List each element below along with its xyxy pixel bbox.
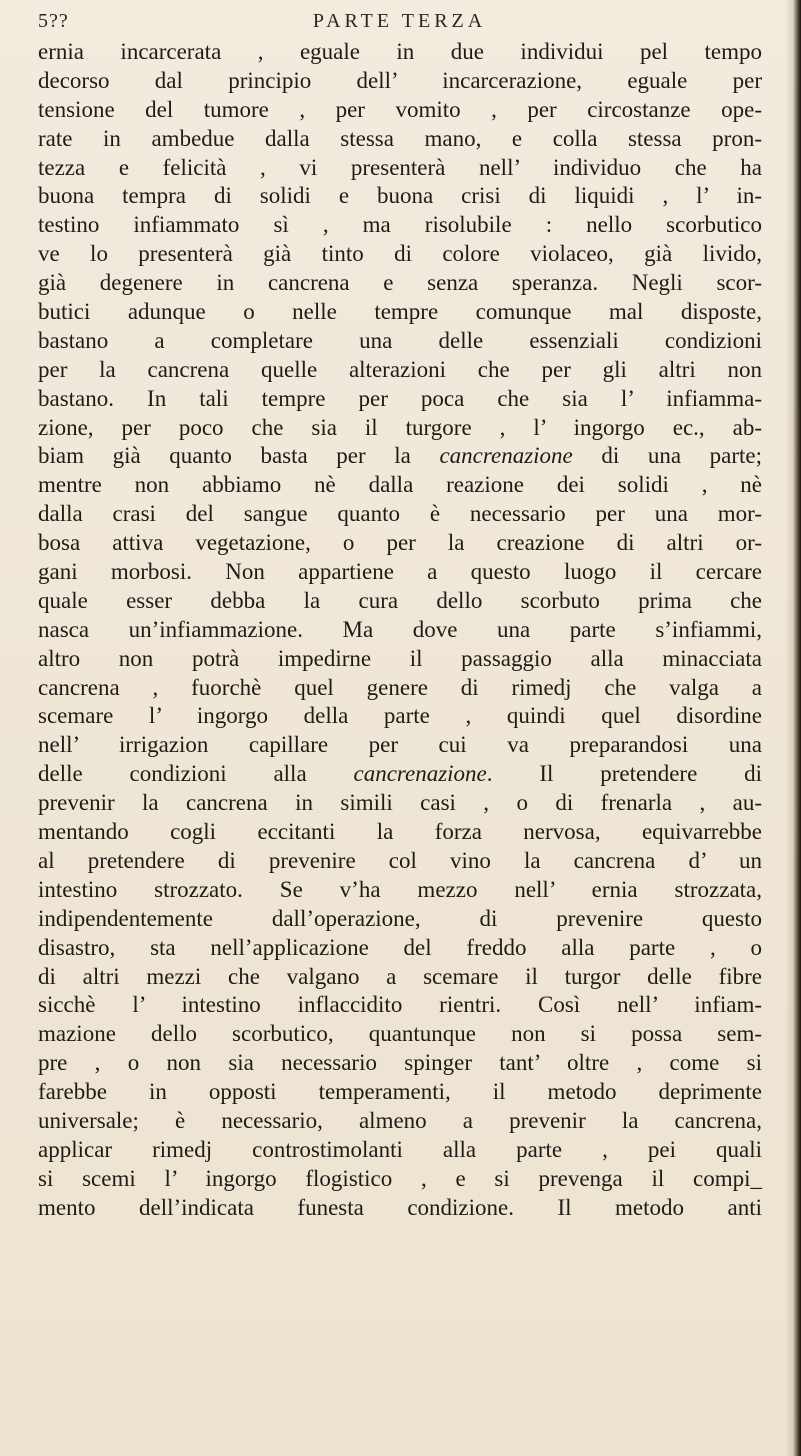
text-line: pre , o non sia necessario spinger tant’ oltre , come si	[38, 1050, 762, 1076]
text-line: prevenir la cancrena in simili casi , o di frenarla , au-	[38, 790, 762, 816]
text-line: bosa attiva vegetazione, o per la creazione di altri or-	[38, 530, 762, 556]
text-line: disastro, sta nell’applicazione del freddo alla parte , o	[38, 934, 762, 960]
text-line: biam già quanto basta per la cancrenazione di una parte;	[38, 443, 762, 469]
text-line: intestino strozzato. Se v’ha mezzo nell’ ernia strozzata,	[38, 876, 762, 902]
text-line: applicar rimedj controstimolanti alla parte , pei quali	[38, 1136, 762, 1162]
text-line: per la cancrena quelle alterazioni che per gli altri non	[38, 356, 762, 382]
text-line: rate in ambedue dalla stessa mano, e colla stessa pron-	[38, 125, 762, 151]
text-line: testino infiammato sì , ma risolubile : nello scorbutico	[38, 212, 762, 238]
page-header	[38, 10, 761, 36]
text-line: cancrena , fuorchè quel genere di rimedj che valga a	[38, 674, 762, 700]
text-line: bastano. In tali tempre per poca che sia l’ infiamma-	[38, 385, 762, 411]
running-head: PARTE TERZA	[312, 10, 487, 32]
page-edge-shadow	[785, 0, 801, 1456]
text-line: altro non potrà impedirne il passaggio alla minacciata	[38, 645, 762, 671]
text-line: sicchè l’ intestino inflaccidito rientri. Così nell’ infiam-	[38, 992, 762, 1018]
text-line: decorso dal principio dell’ incarcerazione, eguale per	[38, 67, 762, 93]
text-line: dalla crasi del sangue quanto è necessario per una mor-	[38, 501, 762, 527]
text-line: tensione del tumore , per vomito , per circostanze ope-	[38, 96, 762, 122]
text-line: al pretendere di prevenire col vino la cancrena d’ un	[38, 847, 762, 873]
text-line: nasca un’infiammazione. Ma dove una parte s’infiammi,	[38, 616, 762, 642]
text-line: scemare l’ ingorgo della parte , quindi quel disordine	[38, 703, 762, 729]
page-number: 5??	[38, 10, 69, 32]
text-line: butici adunque o nelle tempre comunque mal disposte,	[38, 299, 762, 325]
body-text	[38, 38, 762, 1223]
text-line: bastano a completare una delle essenziali condizioni	[38, 327, 762, 353]
text-line: universale; è necessario, almeno a prevenir la cancrena,	[38, 1107, 762, 1133]
text-line: ve lo presenterà già tinto di colore violaceo, già livido,	[38, 241, 762, 267]
text-line: farebbe in opposti temperamenti, il metodo deprimente	[38, 1079, 762, 1105]
text-line: quale esser debba la cura dello scorbuto prima che	[38, 587, 762, 613]
text-line: mazione dello scorbutico, quantunque non si possa sem-	[38, 1021, 762, 1047]
text-line: tezza e felicità , vi presenterà nell’ individuo che ha	[38, 154, 762, 180]
text-line: mentando cogli eccitanti la forza nervosa, equivarrebbe	[38, 819, 762, 845]
text-line: delle condizioni alla cancrenazione. Il pretendere di	[38, 761, 762, 787]
text-line: mentre non abbiamo nè dalla reazione dei solidi , nè	[38, 472, 762, 498]
text-line: zione, per poco che sia il turgore , l’ ingorgo ec., ab-	[38, 414, 762, 440]
text-line: già degenere in cancrena e senza speranza. Negli scor-	[38, 270, 762, 296]
text-line: indipendentemente dall’operazione, di prevenire questo	[38, 905, 762, 931]
text-line: gani morbosi. Non appartiene a questo luogo il cercare	[38, 559, 762, 585]
text-line: ernia incarcerata , eguale in due individui pel tempo	[38, 39, 762, 64]
text-line: nell’ irrigazion capillare per cui va preparandosi una	[38, 732, 762, 758]
text-line: di altri mezzi che valgano a scemare il turgor delle fibre	[38, 963, 762, 989]
text-line: si scemi l’ ingorgo flogistico , e si prevenga il compi_	[38, 1165, 762, 1191]
text-line: buona tempra di solidi e buona crisi di liquidi , l’ in-	[38, 183, 762, 209]
text-line: mento dell’indicata funesta condizione. Il metodo anti	[38, 1194, 762, 1220]
